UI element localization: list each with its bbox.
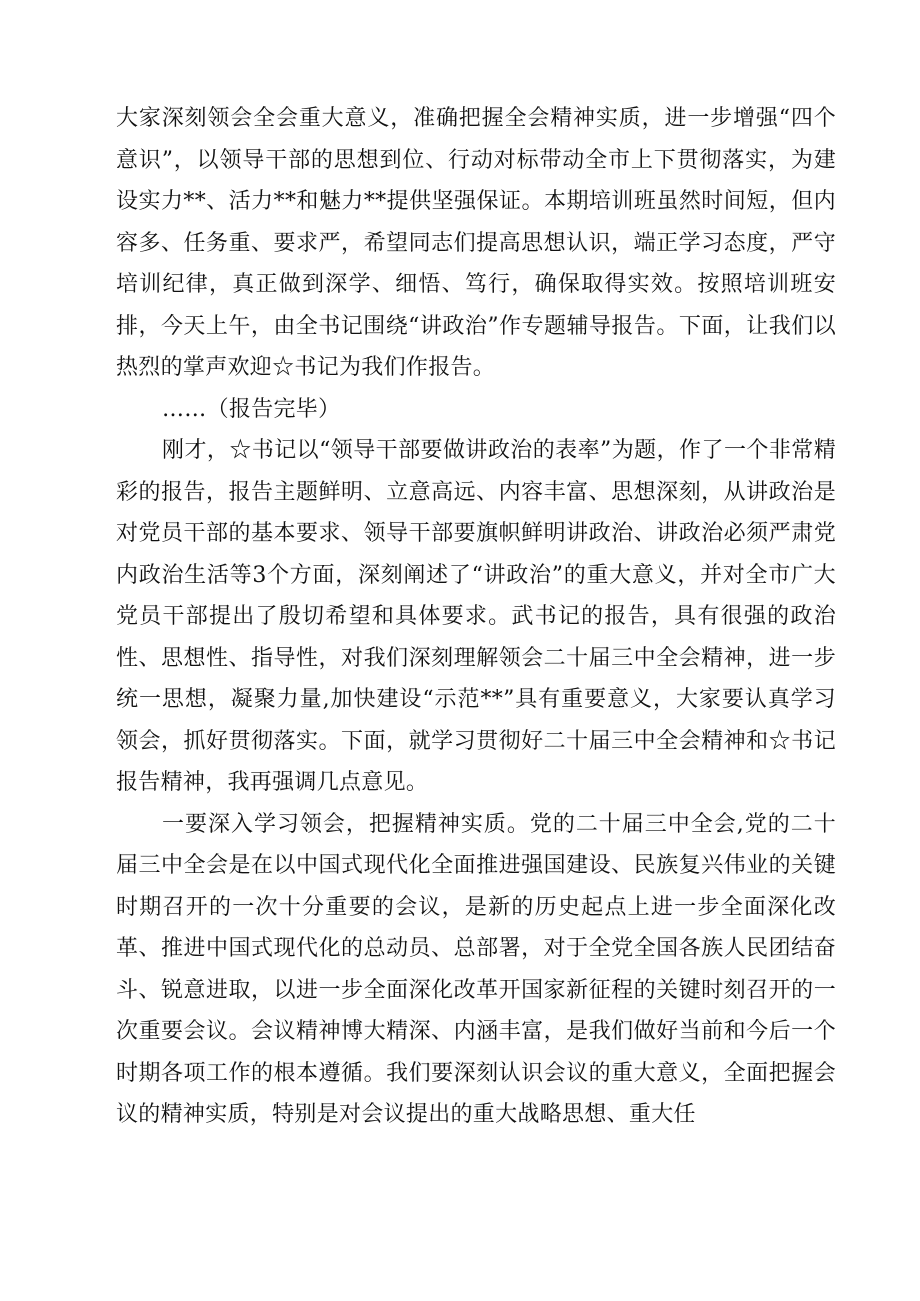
paragraph-opening: 大家深刻领会全会重大意义，准确把握全会精神实质，进一步增强“四个意识”，以领导干部的思想到位、行动对标带动全市上下贯彻落实，为建设实力**、活力**和魅力**提供坚强保证。本期培训班虽然时间短，但内容多、任务重、要求严，希望同志们提高思想认识，端正学习态度，严守培训纪律，真正做到深学、细悟、笃行，确保取得实效。按照培训班安排，今天上午，由全书记围绕“讲政治”作专题辅导报告。下面，让我们以热烈的掌声欢迎☆书记为我们作报告。 [116,106,836,380]
paragraph-report-finished: ……（报告完毕） [162,396,341,422]
paragraph-point-one: 一要深入学习领会，把握精神实质。党的二十届三中全会,党的二十届三中全会是在以中国式现代化全面推进强国建设、民族复兴伟业的关键时期召开的一次十分重要的会议，是新的历史起点上进一步全面深化改革、推进中国式现代化的总动员、总部署，对于全党全国各族人民团结奋斗、锐意进取，以进一步全面深化改革开国家新征程的关键时刻召开的一次重要会议。会议精神博大精深、内涵丰富，是我们做好当前和今后一个时期各项工作的根本遵循。我们要深刻认识会议的重大意义，全面把握会议的精神实质，特别是对会议提出的重大战略思想、重大任 [116,811,836,1127]
paragraph-report-summary: 刚才，☆书记以“领导干部要做讲政治的表率”为题，作了一个非常精彩的报告，报告主题鲜明、立意高远、内容丰富、思想深刻，从讲政治是对党员干部的基本要求、领导干部要旗帜鲜明讲政治、讲政治必须严肃党内政治生活等3个方面，深刻阐述了“讲政治”的重大意义，并对全市广大党员干部提出了殷切希望和具体要求。武书记的报告，具有很强的政治性、思想性、指导性，对我们深刻理解领会二十届三中全会精神，进一步统一思想，凝聚力量,加快建设“示范**”具有重要意义，大家要认真学习领会，抓好贯彻落实。下面，就学习贯彻好二十届三中全会精神和☆书记报告精神，我再强调几点意见。 [116,438,836,795]
document-body [116,98,836,1136]
